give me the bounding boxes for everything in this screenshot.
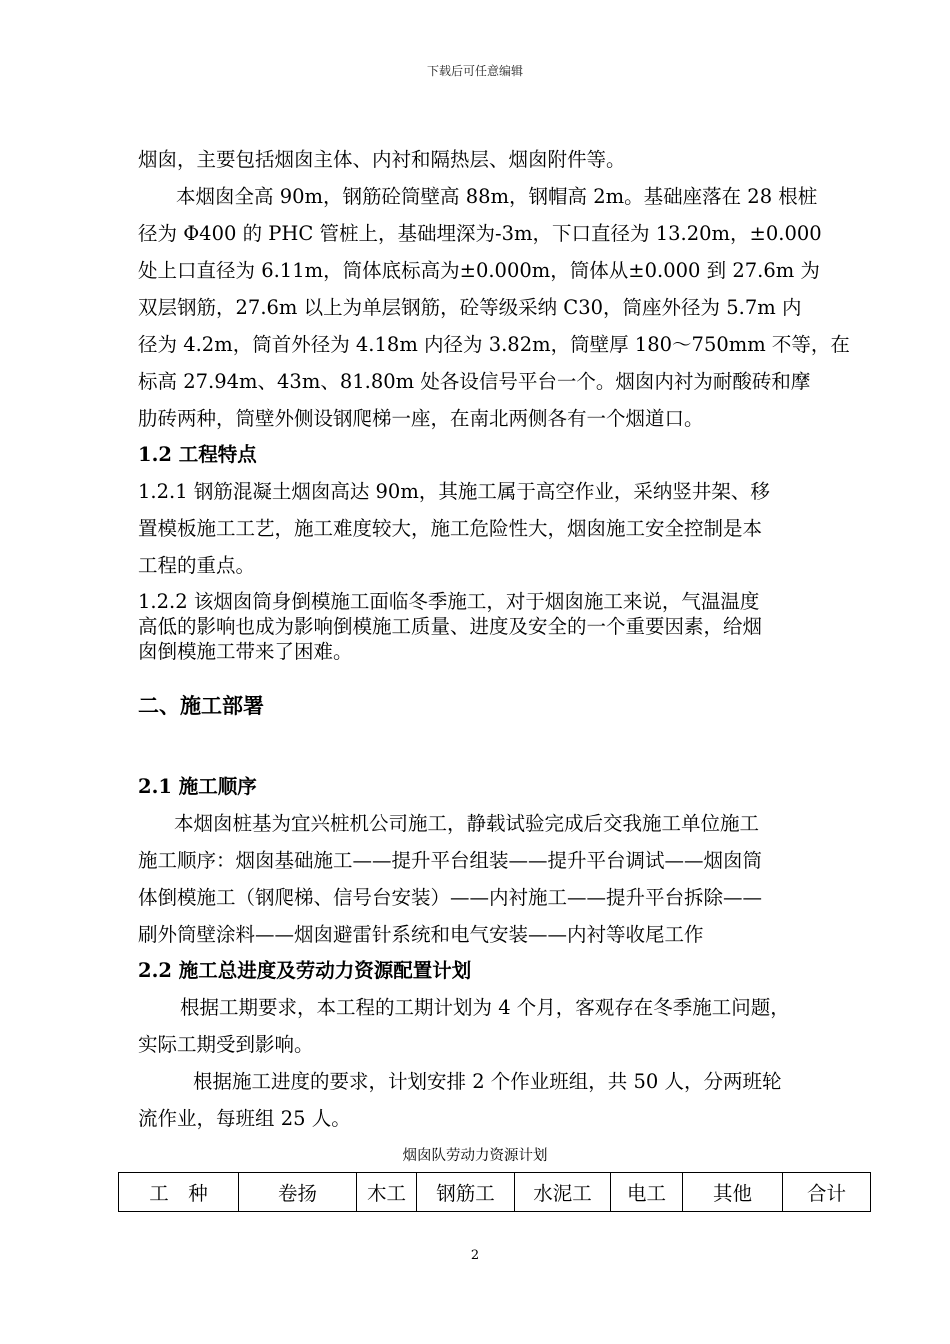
body-line: 刷外筒壁涂料——烟囱避雷针系统和电气安装——内衬等收尾工作: [138, 923, 704, 946]
body-line: 径为 4.2m，筒首外径为 4.18m 内径为 3.82m，筒壁厚 180～750mm 不等，在: [138, 333, 850, 356]
body-line: 根据工期要求，本工程的工期计划为 4 个月，客观存在冬季施工问题，: [180, 996, 790, 1019]
table-header-cell: 木工: [357, 1173, 417, 1212]
labor-resource-table: [118, 1172, 871, 1212]
body-line: 流作业，每班组 25 人。: [138, 1107, 351, 1130]
body-line: 双层钢筋，27.6m 以上为单层钢筋，砼等级采纳 C30，筒座外径为 5.7m 内: [138, 296, 802, 319]
body-line: 肋砖两种，筒壁外侧设钢爬梯一座，在南北两侧各有一个烟道口。: [138, 407, 704, 430]
body-line: 置模板施工工艺，施工难度较大，施工危险性大，烟囱施工安全控制是本: [138, 517, 763, 540]
table-header-cell: 电工: [611, 1173, 683, 1212]
body-line: 径为 Φ400 的 PHC 管桩上，基础埋深为-3m，下口直径为 13.20m，±0.000: [138, 222, 822, 245]
page-number: 2: [470, 1248, 480, 1263]
body-line: 工程的重点。: [138, 554, 256, 577]
body-line: 处上口直径为 6.11m，筒体底标高为±0.000m，筒体从±0.000 到 27.6m 为: [138, 259, 820, 282]
body-line: 本烟囱桩基为宜兴桩机公司施工，静载试验完成后交我施工单位施工: [174, 812, 760, 835]
chapter-heading: 二、施工部署: [138, 693, 264, 718]
table-header-cell: 钢筋工: [417, 1173, 515, 1212]
body-line: 实际工期受到影响。: [138, 1033, 314, 1056]
body-line: 1.2.2 该烟囱筒身倒模施工面临冬季施工，对于烟囱施工来说，气温温度: [138, 590, 760, 613]
table-header-cell: 合计: [783, 1173, 871, 1212]
section-heading: 2.2 施工总进度及劳动力资源配置计划: [138, 959, 472, 982]
table-header-cell: 其他: [683, 1173, 783, 1212]
body-line: 囱倒模施工带来了困难。: [138, 640, 353, 663]
table-header-row: [119, 1173, 871, 1212]
body-line: 标高 27.94m、43m、81.80m 处各设信号平台一个。烟囱内衬为耐酸砖和摩: [138, 370, 811, 393]
body-line: 本烟囱全高 90m，钢筋砼筒壁高 88m，钢帽高 2m。基础座落在 28 根桩: [176, 185, 818, 208]
table-header-cell: 水泥工: [515, 1173, 611, 1212]
table-header-cell: 工 种: [119, 1173, 239, 1212]
section-heading: 1.2 工程特点: [138, 443, 257, 466]
body-line: 烟囱，主要包括烟囱主体、内衬和隔热层、烟囱附件等。: [138, 148, 626, 171]
body-line: 根据施工进度的要求，计划安排 2 个作业班组，共 50 人，分两班轮: [193, 1070, 782, 1093]
body-line: 施工顺序：烟囱基础施工——提升平台组装——提升平台调试——烟囱筒: [138, 849, 763, 872]
body-line: 体倒模施工（钢爬梯、信号台安装）——内衬施工——提升平台拆除——: [138, 886, 763, 909]
table-caption: 烟囱队劳动力资源计划: [402, 1148, 548, 1164]
table-header-cell: 卷扬: [239, 1173, 357, 1212]
section-heading: 2.1 施工顺序: [138, 775, 257, 798]
body-line: 1.2.1 钢筋混凝土烟囱高达 90m，其施工属于高空作业，采纳竖井架、移: [138, 480, 770, 503]
body-line: 高低的影响也成为影响倒模施工质量、进度及安全的一个重要因素，给烟: [138, 615, 763, 638]
page-header: 下载后可任意编辑: [426, 64, 523, 78]
